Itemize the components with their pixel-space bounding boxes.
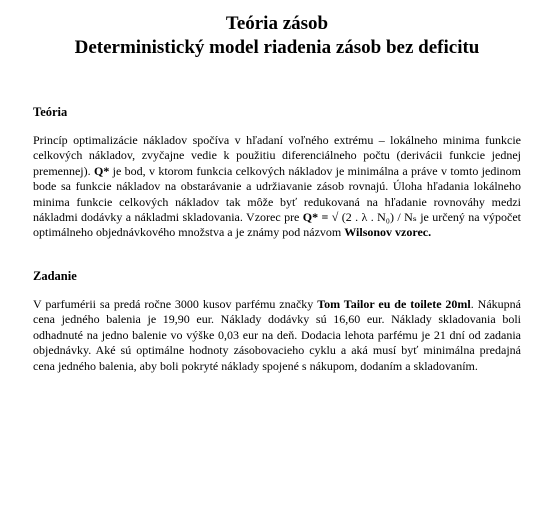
theory-text-part-3: je určený na výpočet optimálneho objednávkového množstva a je známy pod názvom (33, 210, 522, 240)
document-title: Teória zásob (225, 13, 329, 34)
theory-paragraph (33, 133, 521, 241)
theory-text-part-1: Princíp optimalizácie nákladov spočíva v hľadaní voľného extrému – lokálneho minima funkcie celkových nákladov, zvyčajne vedie k použitiu diferenciálneho počtu (derivácii funkcie jednej premennej). (33, 133, 521, 178)
wilson-formula: √ (2 . λ . N₀) / Nₛ (328, 210, 417, 225)
theory-text-part-2: je bod, v ktorom funkcia celkových nákladov je minimálna a práve v tomto jedinom bode sa funkcie nákladov na obstarávanie a udržiavanie zásob rovnajú. Úloha hľadania lokálneho minima funkcie celkových nákladov tak môže byť redukovaná na hľadanie rovnováhy medzi nákladmi dodávky a nákladmi skladovania. Vzorec pre (33, 163, 521, 225)
document-subtitle: Deterministický model riadenia zásob bez deficitu (74, 37, 480, 58)
section-heading-task: Zadanie (33, 269, 77, 283)
wilson-formula-name: Wilsonov vzorec. (344, 225, 432, 240)
task-text-part-2: . Nákupná cena jedného balenia je 19,90 eur. Náklady dodávky sú 16,60 eur. Náklady skladovania boli odhadnuté na jedno balenie vo výške 0,03 eur na deň. Dodacia lehota parfému je 21 dní od zadania objednávky. Aké sú optimálne hodnoty zásobovacieho cyklu a aká musí byť minimálna predajná cena jedného balenia, aby boli pokryté náklady spojené s nákupom, dodaním a skladovaním. (33, 297, 521, 373)
product-name: Tom Tailor eu de toilete 20ml (317, 297, 471, 311)
task-paragraph (33, 297, 521, 374)
task-text-part-1: V parfumérii sa predá ročne 3000 kusov parfému značky (33, 297, 318, 311)
section-heading-theory: Teória (33, 105, 68, 119)
q-star-equals-symbol: Q* = (302, 210, 329, 225)
q-star-symbol: Q* (93, 163, 110, 178)
